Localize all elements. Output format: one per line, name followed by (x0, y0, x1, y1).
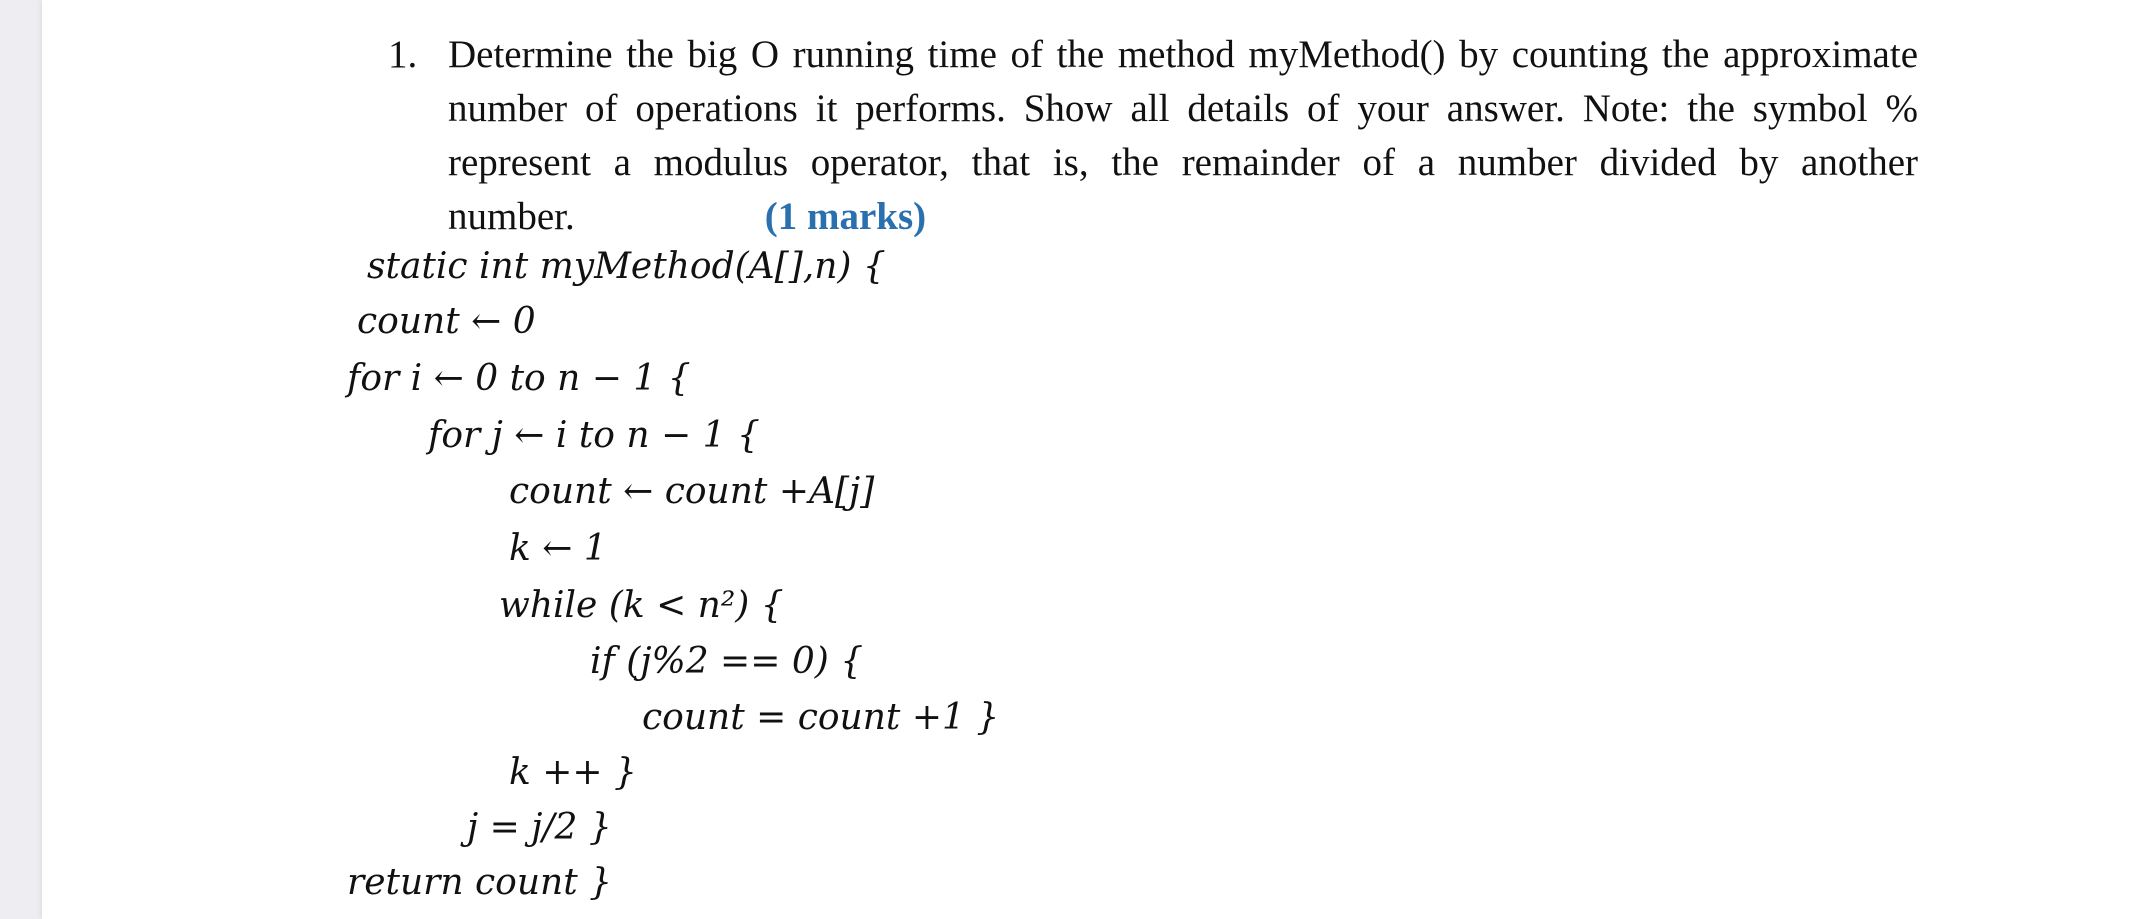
code-line-signature: static int myMethod(A[],n) { (367, 246, 886, 287)
code-line-k-increment: k ++ } (509, 752, 637, 793)
code-line-outer-for: for i ← 0 to n − 1 { (347, 358, 691, 399)
code-line-inner-for: for j ← i to n − 1 { (428, 415, 760, 456)
question-text (448, 28, 1918, 244)
marks-label: (1 marks) (764, 195, 927, 238)
document-page (42, 0, 2133, 919)
question-line-4 (448, 190, 1918, 244)
code-line-if: if (j%2 == 0) { (590, 641, 864, 682)
code-line-return: return count } (347, 862, 613, 903)
code-line-while: while (k < n²) { (499, 585, 784, 626)
question-line-4-text: number. (448, 195, 575, 238)
question-line-3: represent a modulus operator, that is, the remainder of a number divided by another (448, 141, 1918, 184)
question-number: 1. (388, 33, 418, 76)
code-line-count-add: count ← count +A[j] (509, 471, 875, 512)
question-line-2: number of operations it performs. Show all details of your answer. Note: the symbol % (448, 87, 1918, 130)
code-line-count-increment: count = count +1 } (642, 697, 1000, 738)
code-line-j-halve: j = j/2 } (467, 807, 612, 848)
question-line-1: Determine the big O running time of the method myMethod() by counting the approximate (448, 33, 1918, 76)
code-line-k-init: k ← 1 (509, 528, 607, 569)
code-line-count-init: count ← 0 (357, 301, 536, 342)
